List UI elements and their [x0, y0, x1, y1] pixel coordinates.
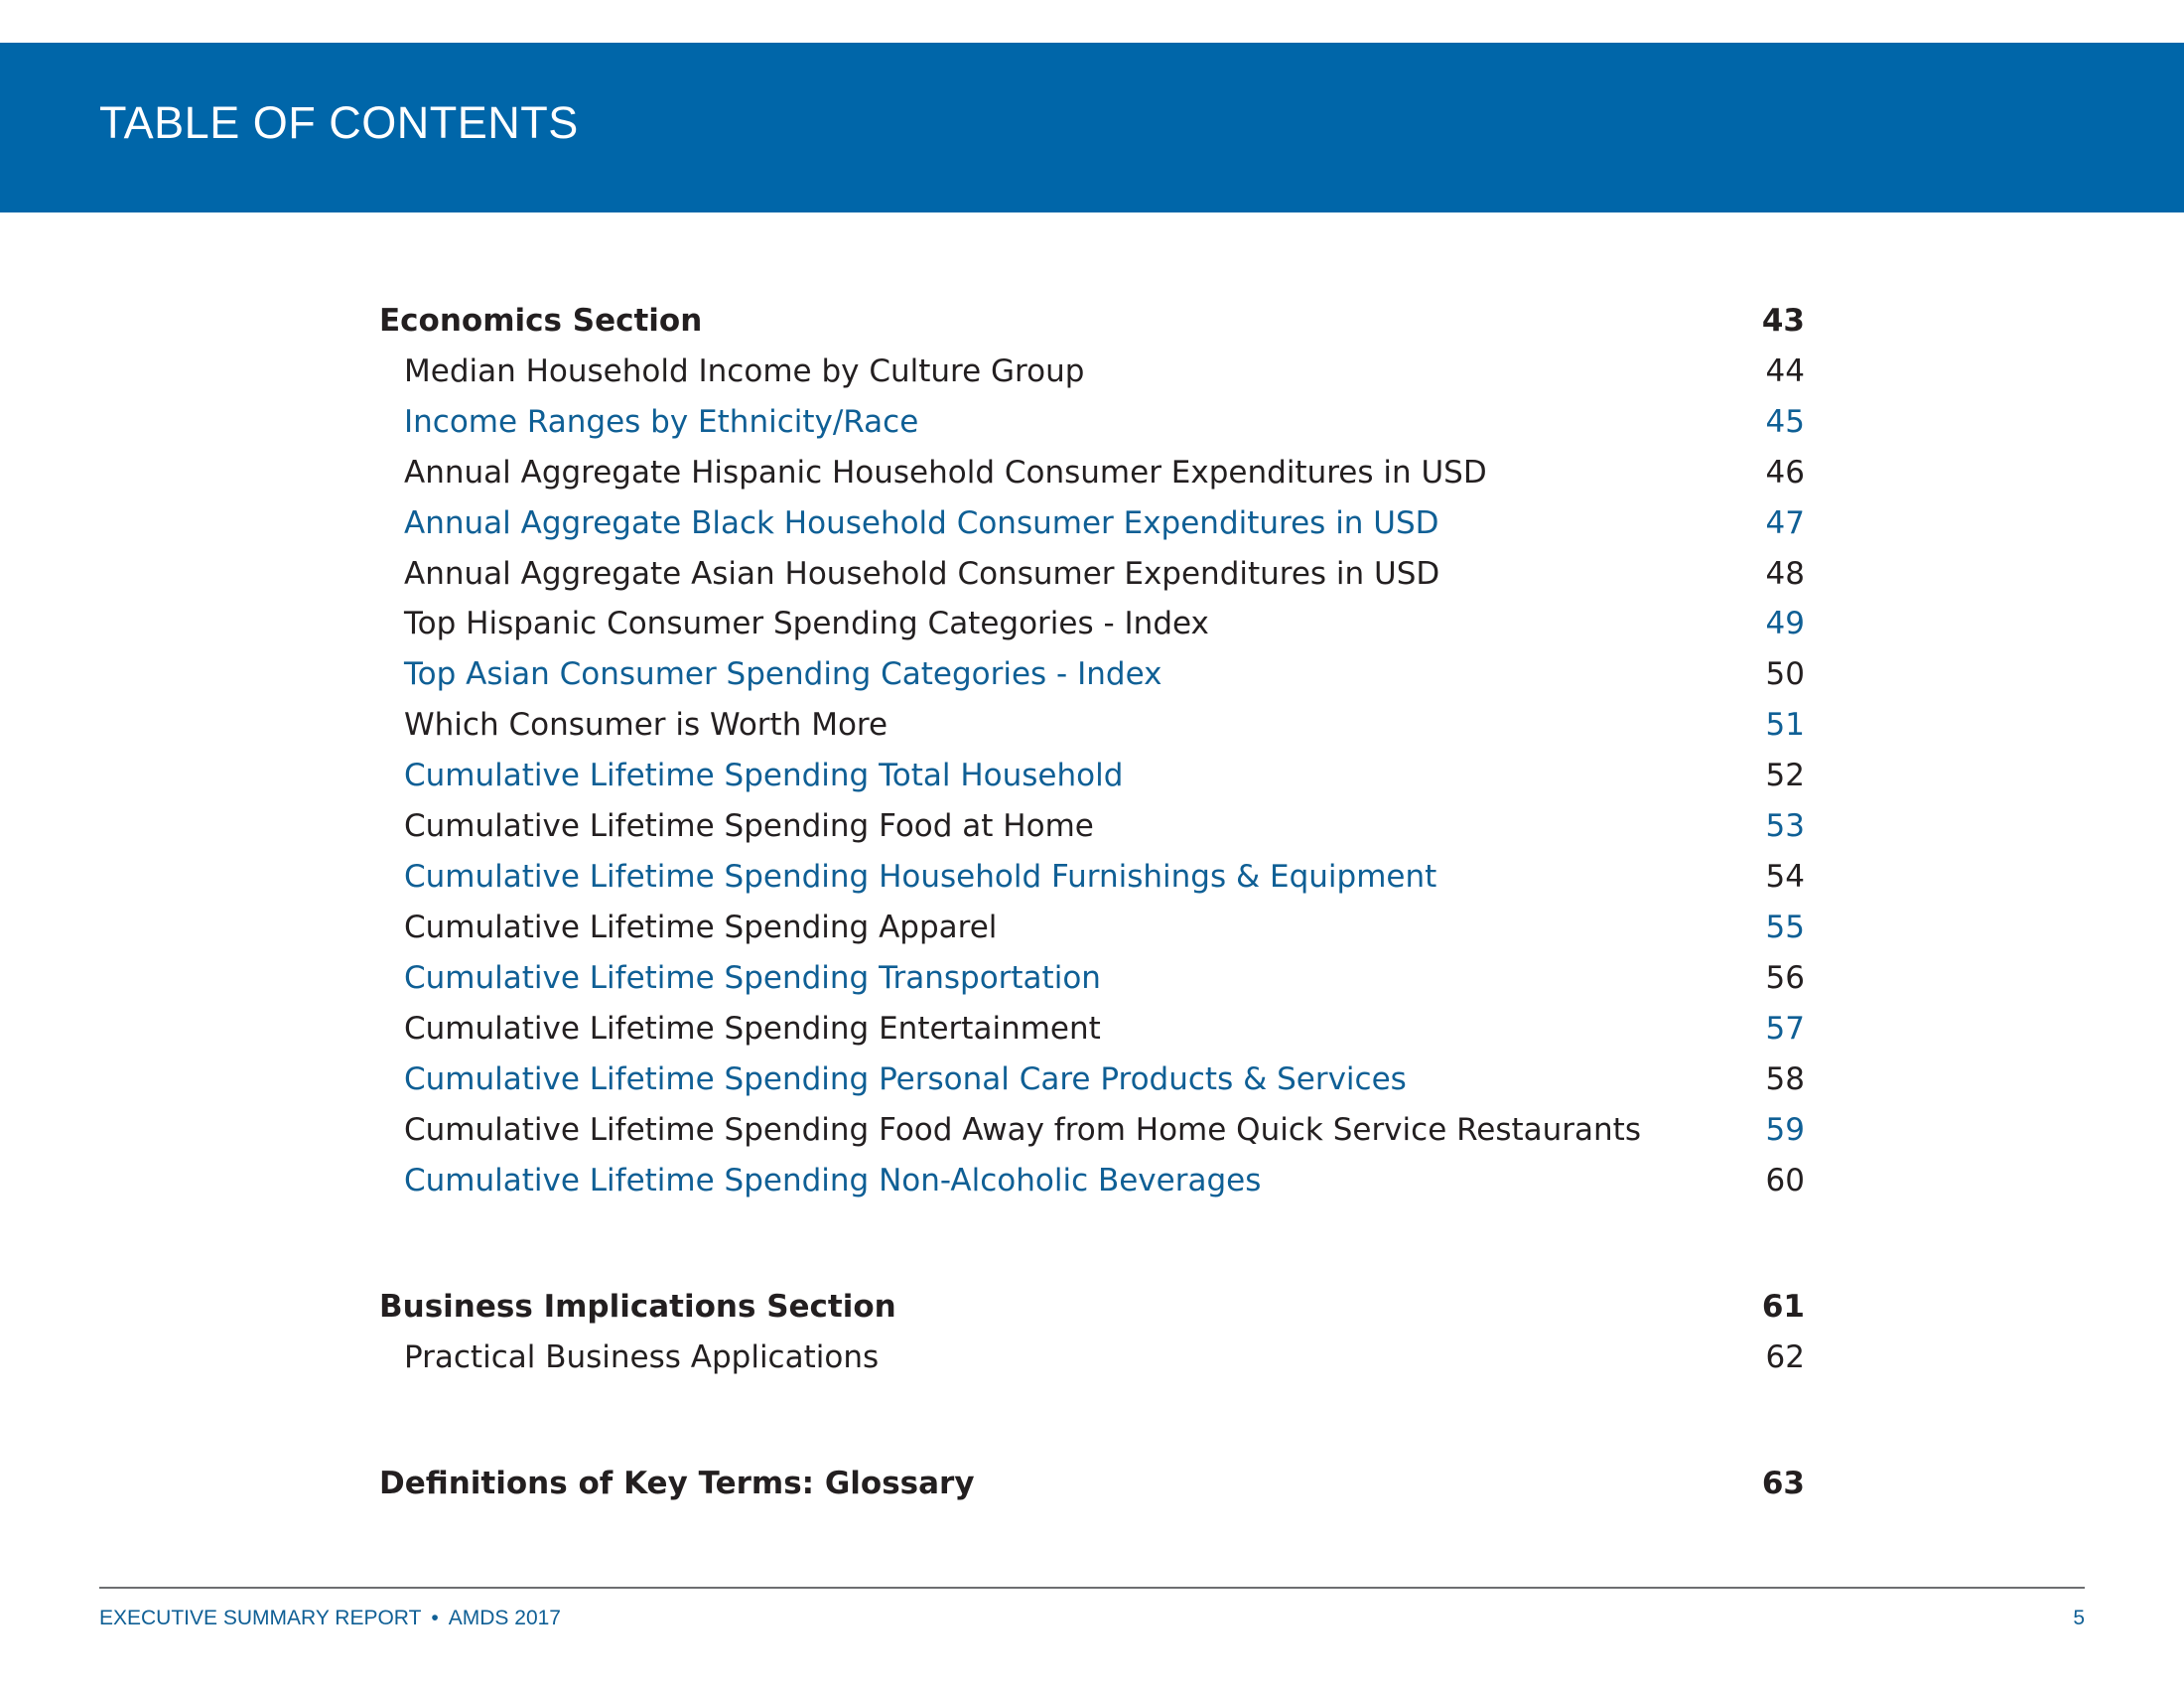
toc-item[interactable]: [379, 753, 1805, 798]
toc-item-title: Annual Aggregate Hispanic Household Consumer Expenditures in USD: [404, 455, 1487, 491]
toc-item-title: Cumulative Lifetime Spending Food at Home: [404, 808, 1094, 844]
toc-section-title: Business Implications Section: [379, 1289, 896, 1325]
toc-item-page: 55: [1765, 910, 1805, 945]
toc-item[interactable]: [379, 905, 1805, 950]
toc-item-page: 58: [1765, 1061, 1805, 1097]
toc-item-page: 48: [1765, 556, 1805, 592]
toc-section-glossary[interactable]: [379, 1461, 1805, 1506]
toc-item-title: Cumulative Lifetime Spending Transportation: [404, 960, 1101, 996]
toc-section-title: Definitions of Key Terms: Glossary: [379, 1466, 975, 1501]
footer-report-title: EXECUTIVE SUMMARY REPORT: [99, 1607, 422, 1629]
toc-item-page: 49: [1765, 606, 1805, 641]
toc-section-title: Economics Section: [379, 303, 703, 339]
toc-item[interactable]: [379, 854, 1805, 900]
toc-item[interactable]: [379, 450, 1805, 495]
toc-item-page: 62: [1765, 1339, 1805, 1375]
toc-item-page: 56: [1765, 960, 1805, 996]
toc-item-page: 46: [1765, 455, 1805, 491]
toc-item-title: Cumulative Lifetime Spending Household Furnishings & Equipment: [404, 859, 1437, 895]
toc-item-title: Median Household Income by Culture Group: [404, 353, 1085, 389]
toc-item-page: 53: [1765, 808, 1805, 844]
toc-item-title: Income Ranges by Ethnicity/Race: [404, 404, 919, 440]
toc-item[interactable]: [379, 500, 1805, 546]
toc-item-title: Practical Business Applications: [404, 1339, 880, 1375]
toc-item[interactable]: [379, 349, 1805, 394]
footer-report-label: [99, 1607, 561, 1630]
toc-item-page: 54: [1765, 859, 1805, 895]
toc-item-title: Which Consumer is Worth More: [404, 707, 888, 743]
toc-section-economics[interactable]: [379, 298, 1805, 344]
toc-item-page: 52: [1765, 758, 1805, 793]
toc-item[interactable]: [379, 955, 1805, 1001]
toc-item[interactable]: [379, 1158, 1805, 1203]
toc-item-page: 60: [1765, 1163, 1805, 1198]
toc-item[interactable]: [379, 702, 1805, 748]
toc-item-title: Cumulative Lifetime Spending Non-Alcoholic Beverages: [404, 1163, 1262, 1198]
toc-item-title: Top Asian Consumer Spending Categories - Index: [404, 656, 1162, 692]
toc-item-page: 57: [1765, 1011, 1805, 1047]
toc-item-page: 50: [1765, 656, 1805, 692]
page-number: 5: [2073, 1607, 2085, 1629]
toc-item-title: Annual Aggregate Black Household Consumer Expenditures in USD: [404, 505, 1439, 541]
toc-item-page: 51: [1765, 707, 1805, 743]
toc-item[interactable]: [379, 1006, 1805, 1052]
toc-item[interactable]: [379, 651, 1805, 697]
toc-item[interactable]: [379, 1107, 1805, 1153]
toc-section-page: 63: [1761, 1466, 1805, 1501]
toc-section-page: 61: [1761, 1289, 1805, 1325]
toc-item[interactable]: [379, 399, 1805, 445]
toc-item[interactable]: [379, 601, 1805, 646]
toc-item[interactable]: [379, 803, 1805, 849]
toc-section-business-implications[interactable]: [379, 1284, 1805, 1330]
toc-item-title: Cumulative Lifetime Spending Entertainment: [404, 1011, 1101, 1047]
toc-item-page: 47: [1765, 505, 1805, 541]
toc-item-title: Cumulative Lifetime Spending Personal Care Products & Services: [404, 1061, 1407, 1097]
page-title: TABLE OF CONTENTS: [99, 97, 579, 148]
toc-item[interactable]: [379, 1335, 1805, 1380]
footer-separator: •: [431, 1607, 439, 1629]
toc-item-page: 59: [1765, 1112, 1805, 1148]
toc-item-page: 45: [1765, 404, 1805, 440]
toc-item-title: Cumulative Lifetime Spending Total Household: [404, 758, 1124, 793]
toc-section-page: 43: [1761, 303, 1805, 339]
toc-item-title: Annual Aggregate Asian Household Consumer Expenditures in USD: [404, 556, 1440, 592]
footer-divider: [99, 1587, 2085, 1589]
toc-item[interactable]: [379, 1056, 1805, 1102]
toc-item-page: 44: [1765, 353, 1805, 389]
toc-item[interactable]: [379, 551, 1805, 597]
toc-item-title: Cumulative Lifetime Spending Apparel: [404, 910, 998, 945]
toc-item-title: Top Hispanic Consumer Spending Categories - Index: [404, 606, 1209, 641]
footer-edition: AMDS 2017: [448, 1607, 561, 1629]
toc-item-title: Cumulative Lifetime Spending Food Away from Home Quick Service Restaurants: [404, 1112, 1641, 1148]
